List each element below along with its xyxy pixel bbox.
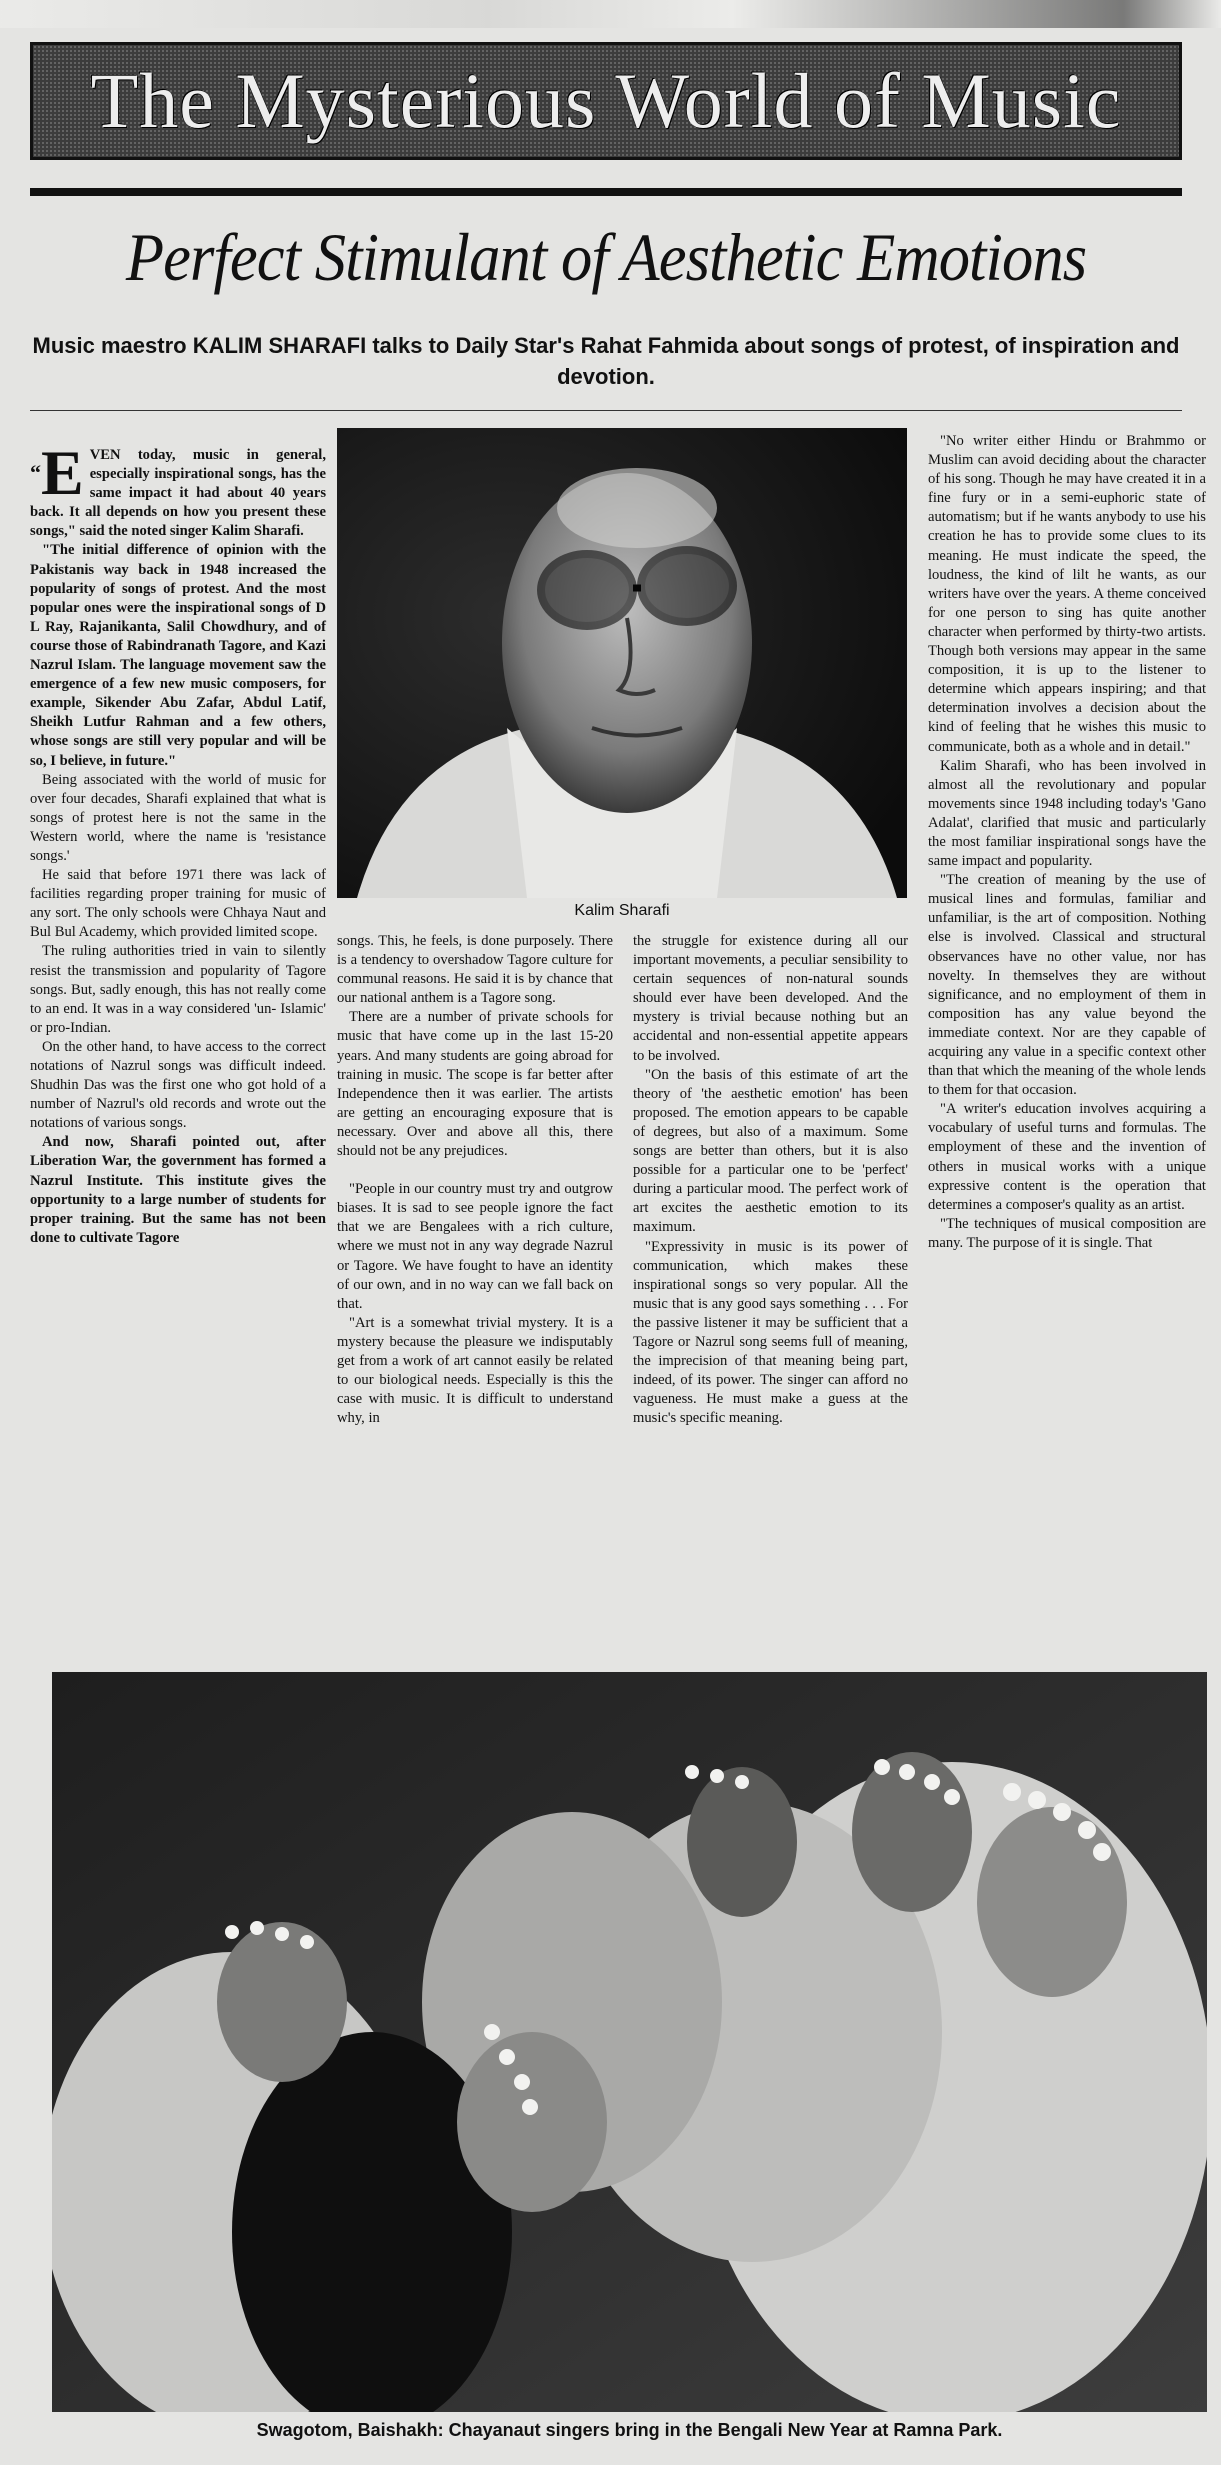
banner-title: The Mysterious World of Music	[90, 57, 1122, 144]
group-photo-illustration	[52, 1672, 1207, 2412]
portrait-illustration	[337, 428, 907, 898]
col3-paragraph: the struggle for existence during all our important movements, a peculiar sensibility to certain sequences of non-natural sounds should ever have been developed. And the mystery is trivial because nothing but an accidental and non-essential appetite appears to be involved.	[633, 933, 908, 1064]
lead-text: VEN today, music in general, especially inspirational songs, has the same impact it had about 40 years back. It all depends on how you present these songs," said the noted singer Kalim Sharafi.	[30, 447, 326, 540]
lead-paragraph	[30, 437, 326, 541]
col4-paragraph: "The creation of meaning by the use of musical lines and formulas, familiar and unfamiliar, is the art of composition. Nothing else is involved. Classical and structural observances have no other value, nor has novelty. In themselves they are without significance, and no employment of them in composition has any value beyond the immediate context. Nor are they capable of acquiring any value in a specific context other than that which the meaning of the whole lends to them for that occasion.	[928, 872, 1206, 1099]
column-2	[337, 932, 613, 1428]
page-top-strip	[0, 0, 1221, 28]
column-3	[633, 932, 908, 1428]
dek-part1: Music maestro	[32, 333, 193, 358]
drop-cap: “E	[30, 437, 84, 508]
thin-rule	[30, 410, 1182, 411]
col3-paragraph: "Expressivity in music is its power of communication, which makes these inspirational songs so very popular. All the music that is any good says something . . . For the passive listener it may be sufficient that a Tagore or Nazrul song seems full of meaning, the imprecision of that meaning being part, indeed, of its power. The singer can afford no vagueness. He must make a guess at the music's specific meaning.	[633, 1238, 908, 1427]
col2-paragraph: songs. This, he feels, is done purposely. There is a tendency to overshadow Tagore culture for communal reasons. He said it is by chance that our national anthem is a Tagore song.	[337, 933, 613, 1007]
dek-part3: about songs of protest, of inspiration and devotion.	[557, 333, 1180, 389]
column-4	[928, 432, 1206, 1253]
dek-name2: Rahat Fahmida	[580, 333, 739, 358]
portrait-photo	[337, 428, 907, 898]
section-banner	[30, 42, 1182, 160]
column-1	[30, 437, 326, 1248]
dek-name1: KALIM SHARAFI	[192, 333, 367, 358]
col1-paragraph: The ruling authorities tried in vain to silently resist the transmission and popularity of Tagore songs. But, sadly enough, this has not really come to an end. It was in a way considered 'un- Islamic' or pro-Indian.	[30, 943, 326, 1036]
group-photo-caption: Swagotom, Baishakh: Chayanaut singers bring in the Bengali New Year at Ramna Park.	[256, 2420, 1003, 2440]
group-photo	[52, 1672, 1207, 2412]
heavy-rule	[30, 188, 1182, 196]
col3-paragraph: "On the basis of this estimate of art the theory of 'the aesthetic emotion' has been proposed. The emotion appears to be capable of degrees, but also of a maximum. Some songs are better than others, but it is also possible for a particular one to be 'perfect' during a particular mood. The perfect work of art excites the aesthetic emotion to its maximum.	[633, 1066, 908, 1236]
portrait-caption: Kalim Sharafi	[574, 902, 670, 919]
col1-paragraph: He said that before 1971 there was lack of facilities regarding proper training for music of any sort. The only schools were Chhaya Naut and Bul Bul Academy, which provided limited scope.	[30, 867, 326, 941]
col4-paragraph: "No writer either Hindu or Brahmmo or Muslim can avoid deciding about the character of his song. Though he may have created it in a fine fury or in a semi-euphoric state of automatism; but if he wants anybody to use his creation he has to provide some clues to its meaning. He must indicate the speed, the loudness, the kind of lilt he wants, as our writers have over the years. A theme conceived for one person to sing has quite another character when performed by thirty-two artists. Though both versions may appear in the same composition, it is up to the listener to determine which appears inspiring; and that determination involves a decision about the kind of feeling that he wishes this music to communicate, both as a whole and in detail."	[928, 433, 1206, 755]
col4-paragraph: "The techniques of musical composition are many. The purpose of it is single. That	[928, 1215, 1206, 1251]
col4-paragraph: Kalim Sharafi, who has been involved in almost all the revolutionary and popular movements since 1948 including today's 'Gano Adalat', clarified that music and particularly the most familiar inspirational songs have the same impact and popularity.	[928, 757, 1206, 870]
col2-paragraph: There are a number of private schools for music that have come up in the last 15-20 years. And many students are going abroad for training in music. The scope is far better after Independence then it was earlier. The artists are getting an encouraging exposure that is necessary. Over and above all this, there should not be any prejudices.	[337, 1009, 613, 1160]
col1-paragraph: "The initial difference of opinion with the Pakistanis way back in 1948 increased the popularity of songs of protest. And the most popular ones were the inspirational songs of D L Ray, Rajanikanta, Salil Chowdhury, and of course those of Rabindranath Tagore, and Kazi Nazrul Islam. The language movement saw the emergence of a few new music composers, for example, Sikender Abu Zafar, Abdul Latif, Sheikh Lutfur Rahman and a few others, whose songs are still very popular and will be so, I believe, in future."	[30, 542, 326, 769]
col2-paragraph: "People in our country must try and outgrow biases. It is sad to see people ignore the fact that we are Bengalees with a rich culture, where we must not in any way degrade Nazrul or Tagore. We have fought to have an identity of our own, and in no way can we fall back on that.	[337, 1181, 613, 1312]
col1-paragraph: Being associated with the world of music for over four decades, Sharafi explained that what is songs of protest here is not the same in the Western world, where the name is 'resistance songs.'	[30, 771, 326, 864]
col1-paragraph: On the other hand, to have access to the correct notations of Nazrul songs was difficult indeed. Shudhin Das was the first one who got hold of a number of Nazrul's old records and wrote out the notations of various songs.	[30, 1038, 326, 1132]
article-headline: Perfect Stimulant of Aesthetic Emotions	[125, 219, 1087, 295]
col2-paragraph: "Art is a somewhat trivial mystery. It is a mystery because the pleasure we indisputably get from a work of art cannot easily be related to our biological needs. Especially is this the case with music. It is difficult to understand why, in	[337, 1314, 613, 1427]
dek-part2: talks to Daily Star's	[366, 333, 581, 358]
col1-paragraph: And now, Sharafi pointed out, after Liberation War, the government has formed a Nazrul Institute. This institute gives the opportunity to a large number of students for proper training. But the same has not been done to cultivate Tagore	[30, 1134, 326, 1246]
col4-paragraph: "A writer's education involves acquiring a vocabulary of useful turns and formulas. The employment of these and the invention of others in musical works with a unique expressive content is the operation that determines a composer's quality as an artist.	[928, 1101, 1206, 1213]
article-dek	[30, 330, 1182, 392]
